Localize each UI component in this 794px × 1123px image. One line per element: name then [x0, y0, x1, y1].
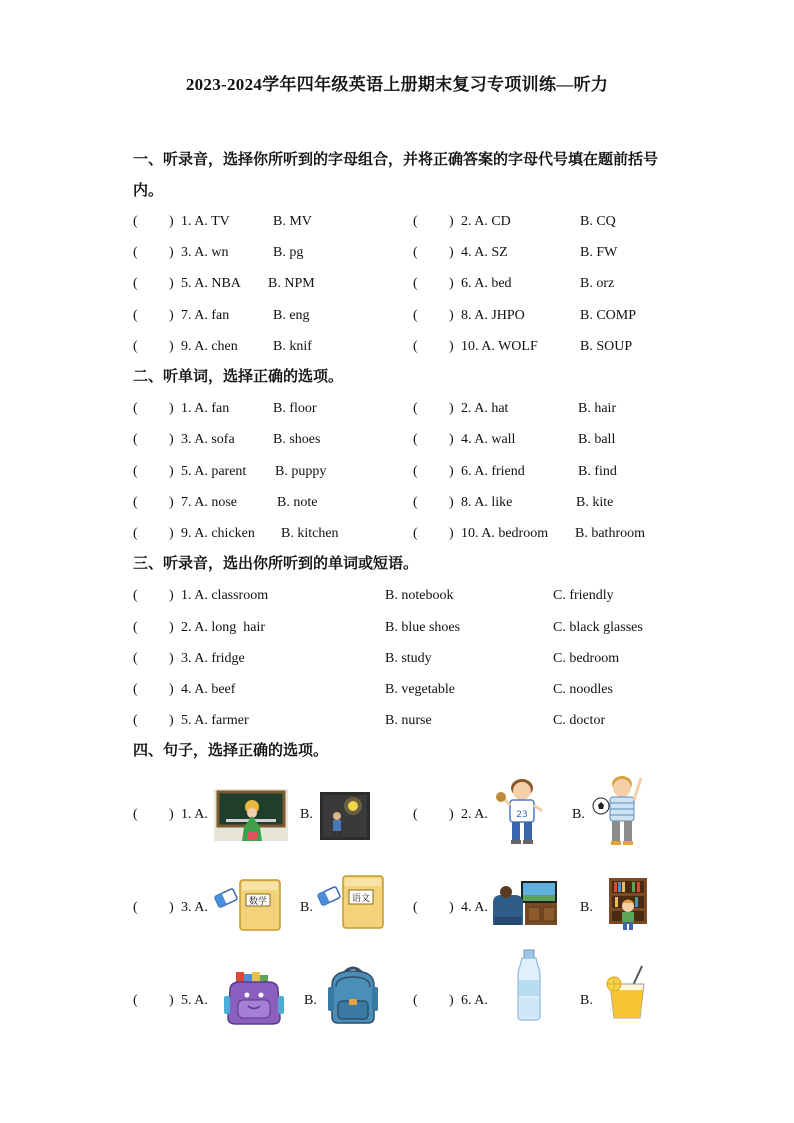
math-book-image[interactable] [214, 876, 286, 934]
answer-bracket-close: ) [449, 214, 454, 229]
option-b: B. kitchen [281, 526, 339, 541]
answer-bracket-close: ) [449, 339, 454, 354]
option-a: 10. A. bedroom [461, 526, 549, 541]
s1-row-3 [133, 276, 693, 300]
s2-row-4 [133, 495, 693, 519]
option-b: B. SOUP [580, 339, 633, 354]
option-a: 8. A. like [461, 495, 513, 510]
chinese-book-image[interactable] [317, 872, 389, 932]
bookshelf-image[interactable] [607, 876, 649, 934]
option-b: B. eng [273, 308, 310, 323]
option-a: 3. A. sofa [181, 432, 235, 447]
blackboard-girl-image[interactable] [214, 789, 288, 841]
option-a: 5. A. parent [181, 464, 247, 479]
option-b: B. FW [580, 245, 618, 260]
answer-bracket-close: ) [449, 993, 454, 1008]
option-b: B. CQ [580, 214, 616, 229]
option-b: B. find [578, 464, 617, 479]
answer-bracket-open[interactable]: ( [133, 713, 138, 728]
option-a: 6. A. friend [461, 464, 525, 479]
answer-bracket-open[interactable]: ( [133, 682, 138, 697]
answer-bracket-close: ) [169, 620, 174, 635]
option-a: 2. A. hat [461, 401, 509, 416]
option-a: 1. A. TV [181, 214, 230, 229]
answer-bracket-close: ) [449, 807, 454, 822]
answer-bracket-close: ) [169, 214, 174, 229]
option-a: 5. A. [181, 993, 208, 1008]
option-b: B. shoes [273, 432, 321, 447]
option-a: 1. A. classroom [181, 588, 269, 603]
option-b: B. [300, 900, 313, 915]
option-a: 10. A. WOLF [461, 339, 538, 354]
chinese-book-label: 语文 [351, 894, 371, 904]
option-b: B. puppy [275, 464, 327, 479]
answer-bracket-open[interactable]: ( [413, 401, 418, 416]
answer-bracket-close: ) [169, 495, 174, 510]
boy-soccer-ball-image[interactable] [589, 770, 647, 850]
answer-bracket-open[interactable]: ( [133, 900, 138, 915]
option-b: B. MV [273, 214, 312, 229]
answer-bracket-open[interactable]: ( [413, 276, 418, 291]
option-a: 3. A. wn [181, 245, 229, 260]
answer-bracket-close: ) [449, 401, 454, 416]
option-b: B. [580, 993, 593, 1008]
watching-tv-image[interactable] [491, 877, 563, 929]
section-1-heading: 一、听录音，选择你所听到的字母组合，并将正确答案的字母代号填在题前括号内。 [133, 152, 659, 199]
blue-backpack-image[interactable] [324, 963, 382, 1025]
answer-bracket-close: ) [169, 308, 174, 323]
option-b: B. [300, 807, 313, 822]
option-b: B. [580, 900, 593, 915]
option-a: 5. A. NBA [181, 276, 241, 291]
jersey-number: 23 [516, 810, 528, 820]
answer-bracket-open[interactable]: ( [413, 526, 418, 541]
option-a: 2. A. [461, 807, 488, 822]
option-b: B. knif [273, 339, 312, 354]
option-a: 9. A. chen [181, 339, 238, 354]
option-b: B. [304, 993, 317, 1008]
s2-row-3 [133, 464, 693, 488]
answer-bracket-open[interactable]: ( [133, 245, 138, 260]
option-b: B. notebook [385, 588, 454, 603]
answer-bracket-open[interactable]: ( [133, 432, 138, 447]
purple-backpack-image[interactable] [222, 970, 288, 1026]
option-b: B. hair [578, 401, 617, 416]
s1-row-4 [133, 308, 693, 332]
answer-bracket-close: ) [169, 993, 174, 1008]
option-b: B. NPM [268, 276, 315, 291]
section-3-heading: 三、听录音，选出你所听到的单词或短语。 [133, 556, 419, 572]
option-a: 2. A. long hair [181, 620, 265, 635]
option-a: 1. A. fan [181, 401, 230, 416]
page-title: 2023-2024学年四年级英语上册期末复习专项训练—听力 [185, 75, 609, 94]
option-b: B. note [277, 495, 318, 510]
answer-bracket-close: ) [449, 245, 454, 260]
answer-bracket-open[interactable]: ( [133, 588, 138, 603]
option-c: C. friendly [553, 588, 614, 603]
option-a: 4. A. beef [181, 682, 236, 697]
option-a: 9. A. chicken [181, 526, 255, 541]
option-a: 5. A. farmer [181, 713, 249, 728]
s3-row-4 [133, 682, 693, 706]
answer-bracket-open[interactable]: ( [413, 432, 418, 447]
option-c: C. black glasses [553, 620, 643, 635]
option-a: 2. A. CD [461, 214, 511, 229]
answer-bracket-open[interactable]: ( [133, 401, 138, 416]
answer-bracket-close: ) [169, 432, 174, 447]
answer-bracket-open[interactable]: ( [413, 339, 418, 354]
answer-bracket-open[interactable]: ( [133, 495, 138, 510]
s1-row-5 [133, 339, 693, 363]
answer-bracket-close: ) [169, 464, 174, 479]
answer-bracket-close: ) [449, 276, 454, 291]
answer-bracket-close: ) [449, 526, 454, 541]
option-b: B. [572, 807, 585, 822]
option-a: 7. A. nose [181, 495, 237, 510]
math-book-label: 数学 [248, 897, 268, 907]
option-b: B. study [385, 651, 432, 666]
option-b: B. pg [273, 245, 304, 260]
answer-bracket-close: ) [169, 401, 174, 416]
answer-bracket-close: ) [169, 713, 174, 728]
boy-jersey-image[interactable] [493, 775, 551, 847]
s2-row-2 [133, 432, 693, 456]
s3-row-5 [133, 713, 693, 737]
answer-bracket-open[interactable]: ( [133, 308, 138, 323]
option-a: 3. A. fridge [181, 651, 245, 666]
answer-bracket-close: ) [449, 900, 454, 915]
answer-bracket-open[interactable]: ( [133, 993, 138, 1008]
option-a: 8. A. JHPO [461, 308, 525, 323]
s2-row-1 [133, 401, 693, 425]
answer-bracket-open[interactable]: ( [413, 464, 418, 479]
s2-row-5 [133, 526, 693, 550]
water-bottle-image[interactable] [512, 948, 546, 1022]
option-b: B. floor [273, 401, 317, 416]
option-a: 7. A. fan [181, 308, 230, 323]
answer-bracket-close: ) [169, 526, 174, 541]
option-c: C. noodles [553, 682, 613, 697]
answer-bracket-open[interactable]: ( [413, 214, 418, 229]
answer-bracket-open[interactable]: ( [133, 339, 138, 354]
answer-bracket-open[interactable]: ( [133, 464, 138, 479]
option-b: B. vegetable [385, 682, 455, 697]
option-b: B. COMP [580, 308, 637, 323]
option-a: 3. A. [181, 900, 208, 915]
answer-bracket-open[interactable]: ( [133, 807, 138, 822]
answer-bracket-open[interactable]: ( [133, 620, 138, 635]
option-a: 4. A. SZ [461, 245, 508, 260]
option-c: C. bedroom [553, 651, 620, 666]
section-2-heading: 二、听单词，选择正确的选项。 [133, 369, 344, 385]
answer-bracket-open[interactable]: ( [133, 526, 138, 541]
answer-bracket-close: ) [169, 900, 174, 915]
option-b: B. orz [580, 276, 615, 291]
option-a: 4. A. [461, 900, 488, 915]
answer-bracket-open[interactable]: ( [413, 495, 418, 510]
s3-row-1 [133, 588, 693, 612]
option-b: B. ball [578, 432, 616, 447]
option-a: 1. A. [181, 807, 208, 822]
answer-bracket-open[interactable]: ( [413, 993, 418, 1008]
answer-bracket-open[interactable]: ( [413, 245, 418, 260]
answer-bracket-close: ) [449, 308, 454, 323]
answer-bracket-open[interactable]: ( [413, 900, 418, 915]
option-b: B. kite [576, 495, 614, 510]
orange-juice-image[interactable] [606, 964, 648, 1020]
answer-bracket-open[interactable]: ( [133, 651, 138, 666]
s1-row-2 [133, 245, 693, 269]
option-b: B. blue shoes [385, 620, 461, 635]
answer-bracket-close: ) [449, 432, 454, 447]
option-b: B. bathroom [575, 526, 645, 541]
option-a: 6. A. bed [461, 276, 512, 291]
answer-bracket-close: ) [169, 276, 174, 291]
answer-bracket-close: ) [169, 807, 174, 822]
answer-bracket-open[interactable]: ( [133, 214, 138, 229]
s3-row-3 [133, 651, 693, 675]
answer-bracket-close: ) [169, 682, 174, 697]
option-a: 4. A. wall [461, 432, 516, 447]
answer-bracket-close: ) [169, 588, 174, 603]
s1-row-1 [133, 214, 693, 238]
answer-bracket-close: ) [169, 339, 174, 354]
answer-bracket-open[interactable]: ( [133, 276, 138, 291]
answer-bracket-open[interactable]: ( [413, 807, 418, 822]
option-c: C. doctor [553, 713, 606, 728]
answer-bracket-close: ) [169, 651, 174, 666]
section-4-heading: 四、句子，选择正确的选项。 [133, 743, 329, 759]
answer-bracket-close: ) [169, 245, 174, 260]
answer-bracket-close: ) [449, 495, 454, 510]
option-a: 6. A. [461, 993, 488, 1008]
s3-row-2 [133, 620, 693, 644]
dark-room-lamp-image[interactable] [320, 792, 370, 840]
option-b: B. nurse [385, 713, 432, 728]
answer-bracket-close: ) [449, 464, 454, 479]
answer-bracket-open[interactable]: ( [413, 308, 418, 323]
